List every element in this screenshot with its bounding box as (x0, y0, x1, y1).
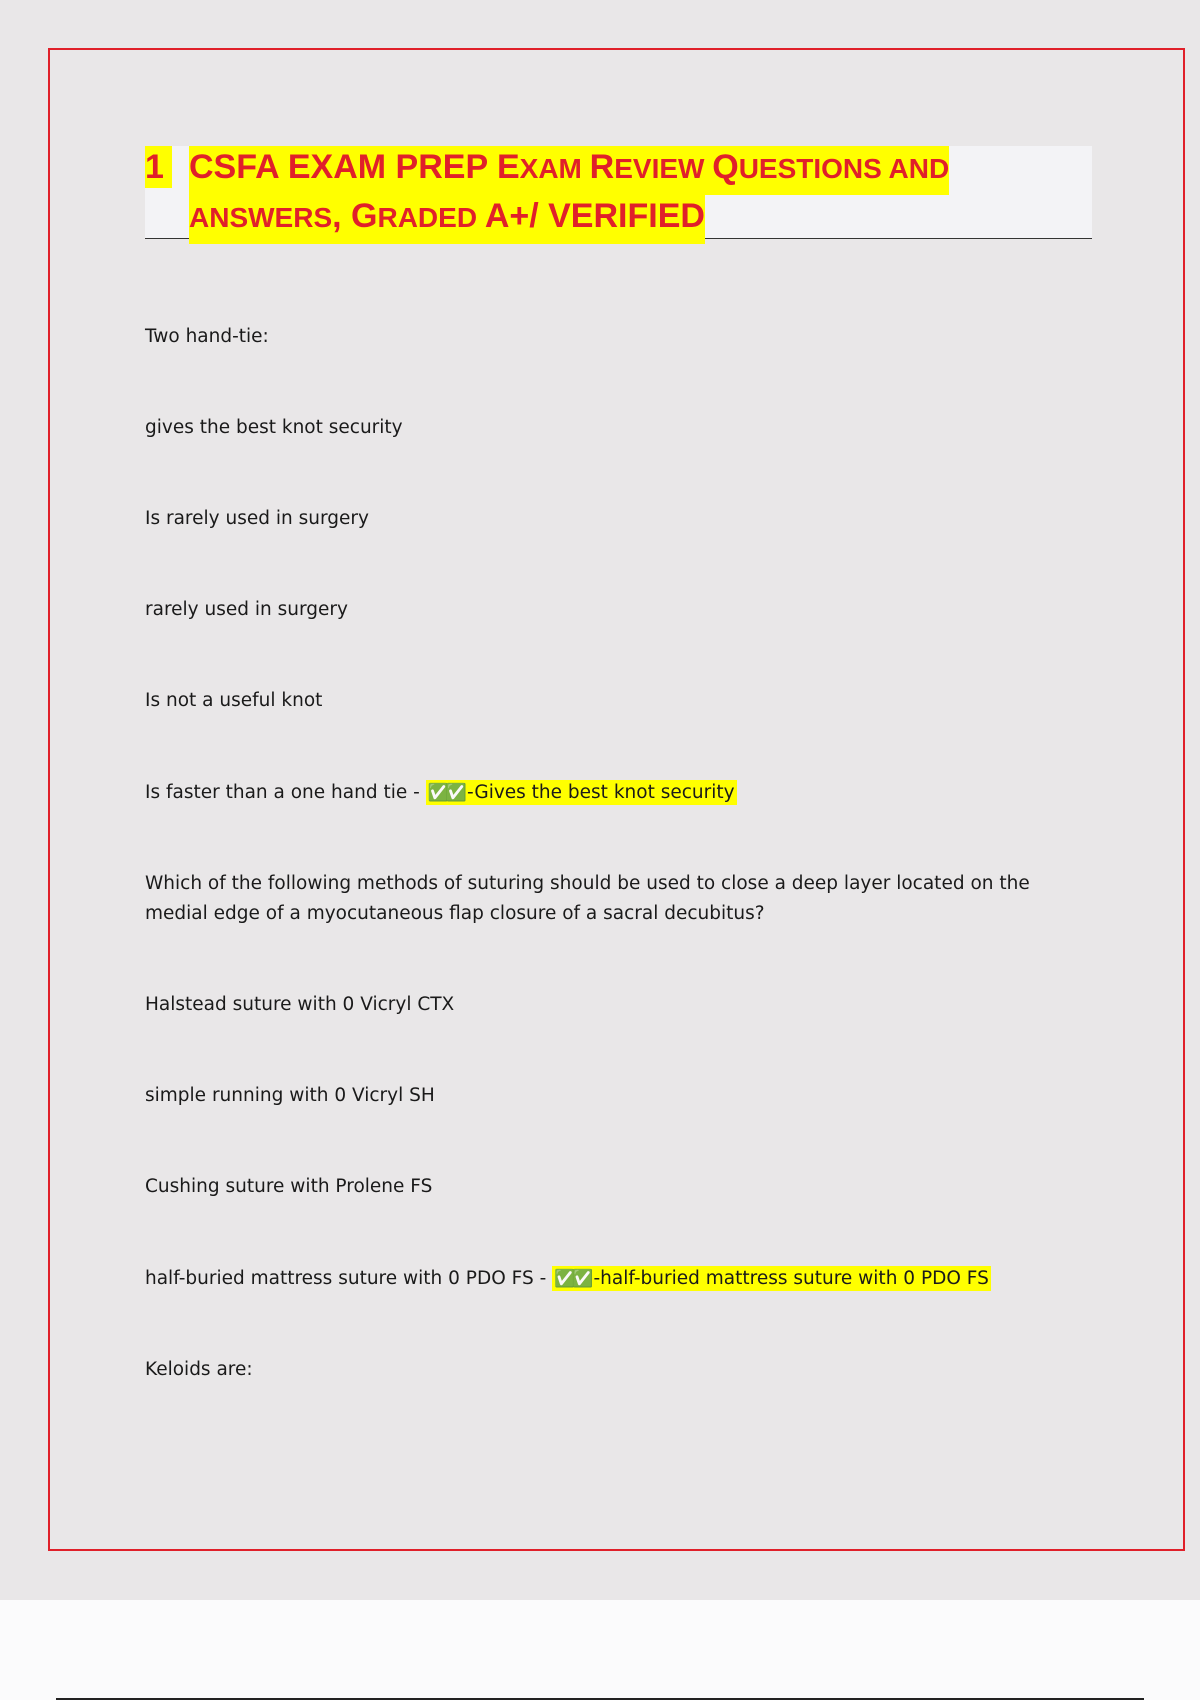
heading-title-segment: A+/ VERIFIED (484, 197, 705, 235)
answer-option (145, 504, 1090, 534)
answer-option (145, 595, 1090, 625)
question-stem (145, 1355, 1090, 1385)
paragraph-text: gives the best knot security (145, 417, 403, 438)
heading-title-segment: ANSWERS (189, 202, 333, 233)
correct-answer-text: -Gives the best knot security (467, 782, 735, 803)
paragraph-text: Is not a useful knot (145, 690, 323, 711)
heading-title-line-1 (189, 146, 949, 195)
paragraph-text: Keloids are: (145, 1359, 253, 1380)
heading-title-segment: UESTIONS AND (738, 153, 950, 184)
answer-option (145, 1172, 1090, 1202)
correct-answer-text: -half-buried mattress suture with 0 PDO FS (593, 1268, 989, 1289)
answer-option (145, 686, 1090, 716)
paragraph-text: rarely used in surgery (145, 599, 348, 620)
answer-option (145, 413, 1090, 443)
paragraph-text: half-buried mattress suture with 0 PDO FS - (145, 1268, 553, 1289)
paragraph-text: Cushing suture with Prolene FS (145, 1176, 433, 1197)
paragraph-text: Halstead suture with 0 Vicryl CTX (145, 994, 455, 1015)
next-page-area (0, 1600, 1200, 1700)
double-check-icon: ✅✅ (427, 783, 464, 803)
paragraph-text: Is faster than a one hand tie - (145, 782, 426, 803)
answer-option-with-key (145, 1264, 1090, 1294)
double-check-icon: ✅✅ (554, 1269, 591, 1289)
correct-answer-highlight (426, 780, 737, 805)
heading-title-segment: EVIEW (614, 153, 713, 184)
heading-title-segment: , (332, 197, 352, 235)
paragraph-text: Which of the following methods of suturing should be used to close a deep layer located on the medial edge of a myocutaneous flap closure of a sacral decubitus? (145, 873, 1030, 924)
heading-title-segment: CSFA EXAM PREP (189, 148, 497, 186)
question-stem (145, 322, 1090, 352)
paragraph-text: Is rarely used in surgery (145, 508, 369, 529)
heading-title-segment: R (589, 148, 615, 186)
heading-number: 1 (145, 146, 172, 188)
correct-answer-highlight (552, 1266, 991, 1291)
paragraph-text: simple running with 0 Vicryl SH (145, 1085, 435, 1106)
heading-title-segment: G (351, 197, 378, 235)
heading-title-segment: E (496, 148, 520, 186)
heading-title-segment: XAM (519, 153, 590, 184)
heading-title (189, 146, 1089, 244)
question-stem (145, 869, 1090, 929)
document-heading (145, 146, 1092, 239)
answer-option (145, 990, 1090, 1020)
answer-option-with-key (145, 778, 1090, 808)
paragraph-text: Two hand-tie: (145, 326, 269, 347)
heading-title-segment: Q (712, 148, 739, 186)
answer-option (145, 1081, 1090, 1111)
heading-title-segment: RADED (377, 202, 485, 233)
heading-title-line-2 (189, 195, 705, 244)
